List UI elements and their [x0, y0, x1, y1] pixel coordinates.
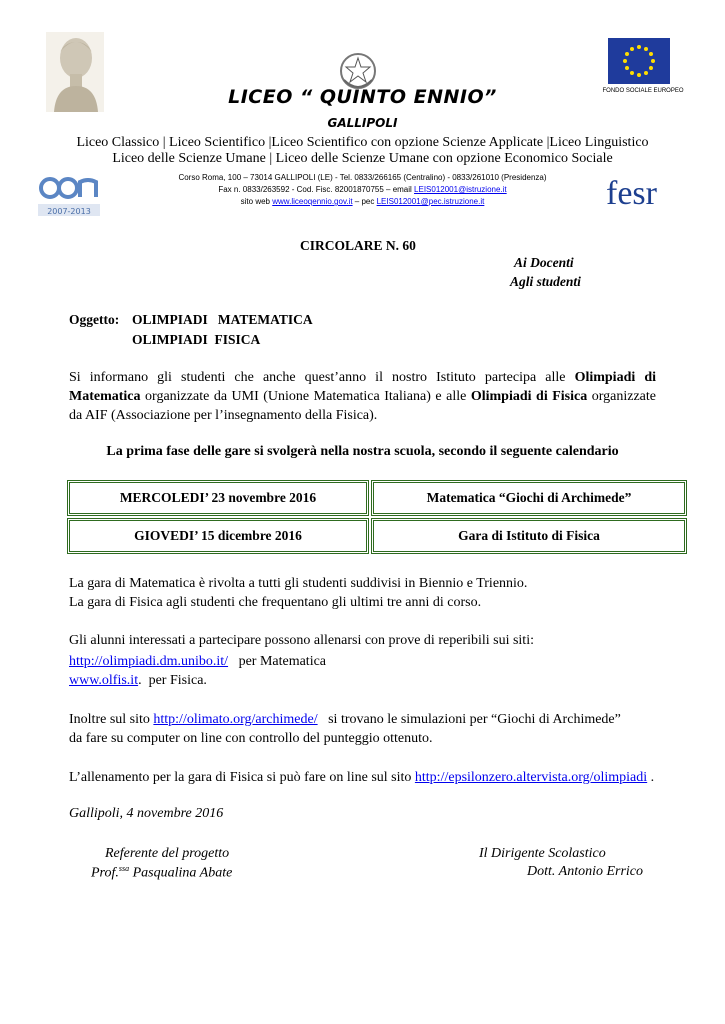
math-link[interactable]: http://olimpiadi.dm.unibo.it/: [69, 654, 229, 669]
math-link-line: [69, 652, 326, 671]
contact-pec-link[interactable]: LEIS012001@pec.istruzione.it: [376, 197, 485, 206]
subject-line-2: OLIMPIADI FISICA: [132, 332, 261, 347]
physics-training-prefix: L’allenamento per la gara di Fisica si può fare on line sul sito: [69, 770, 415, 785]
contact-line-1: Corso Roma, 100 – 73014 GALLIPOLI (LE) - Tel. 0833/266165 (Centralino) - 0833/261010 (Presidenza): [178, 173, 547, 182]
epsilon-link[interactable]: http://epsilonzero.altervista.org/olimpiadi: [414, 770, 648, 785]
physics-training-suffix: .: [647, 770, 655, 785]
physics-link[interactable]: www.olfis.it: [69, 673, 139, 688]
contact-line-2: [0, 185, 725, 194]
contact-pec-label: – pec: [352, 197, 377, 206]
recipient-teachers: Ai Docenti: [514, 255, 574, 270]
training-intro: Gli alunni interessati a partecipare possono allenarsi con prove di reperibili sui siti:: [69, 633, 534, 648]
courses-line-1: Liceo Classico | Liceo Scientifico |Liceo Scientifico con opzione Scienze Applicate |Liceo Linguistico: [76, 135, 649, 150]
recipient-students: Agli studenti: [510, 274, 581, 289]
date-place: Gallipoli, 4 novembre 2016: [69, 806, 224, 821]
fesr-wordmark: fesr: [606, 175, 657, 212]
calendar-date-2: GIOVEDI’ 15 dicembre 2016: [67, 518, 369, 554]
school-city: GALLIPOLI: [327, 116, 398, 130]
calendar-event-2: Gara di Istituto di Fisica: [371, 518, 687, 554]
director-title: Il Dirigente Scolastico: [479, 846, 606, 861]
contact-line-3: [0, 197, 725, 206]
archimede-suffix: si trovano le simulazioni per “Giochi di Archimede”: [317, 712, 621, 727]
pon-years: 2007-2013: [47, 207, 91, 216]
archimede-line: [69, 710, 621, 729]
archimede-link[interactable]: http://olimato.org/archimede/: [153, 712, 318, 727]
director-name: Dott. Antonio Errico: [527, 864, 644, 879]
physics-link-line: [69, 671, 207, 690]
eu-flag-icon: [608, 38, 670, 84]
contact-site-label: sito web: [240, 197, 273, 206]
contact-site-link[interactable]: www.liceoqennio.gov.it: [272, 197, 353, 206]
referent-title: Referente del progetto: [105, 846, 230, 861]
referent-surname: Pasqualina Abate: [129, 865, 233, 881]
subject-label: Oggetto:: [69, 312, 120, 327]
intro-text-e: organizzate da AIF (Associazione per l’insegnamento della Fisica).: [69, 389, 656, 423]
contact-email-link[interactable]: LEIS012001@istruzione.it: [414, 185, 507, 194]
courses-line-2: Liceo delle Scienze Umane | Liceo delle Scienze Umane con opzione Economico Sociale: [112, 151, 613, 166]
intro-math-bold: Olimpiadi di Matematica: [69, 370, 657, 404]
school-name: LICEO “ QUINTO ENNIO”: [228, 86, 497, 108]
contact-fax: Fax n. 0833/263592 - Cod. Fisc. 82001870755 – email: [218, 185, 415, 194]
intro-text-a: Si informano gli studenti che anche quest’anno il nostro Istituto partecipa alle: [69, 370, 575, 385]
physics-link-label: . per Fisica.: [138, 673, 207, 688]
intro-physics-bold: Olimpiadi di Fisica: [470, 389, 588, 404]
archimede-note: da fare su computer on line con controllo del punteggio ottenuto.: [69, 731, 433, 746]
physics-training-line: [69, 768, 654, 787]
referent-prefix: Prof.: [91, 865, 119, 881]
referent-name: [91, 864, 232, 882]
intro-paragraph: [69, 368, 656, 425]
intro-text-c: organizzate da UMI (Unione Matematica Italiana) e alle: [140, 389, 471, 404]
math-eligibility: La gara di Matematica è rivolta a tutti gli studenti suddivisi in Biennio e Triennio.: [69, 576, 528, 591]
physics-eligibility: La gara di Fisica agli studenti che frequentano gli ultimi tre anni di corso.: [69, 595, 482, 610]
eu-caption: FONDO SOCIALE EUROPEO: [602, 88, 684, 94]
calendar-event-1: Matematica “Giochi di Archimede”: [371, 480, 687, 516]
circular-number: CIRCOLARE N. 60: [300, 238, 416, 253]
calendar-heading: La prima fase delle gare si svolgerà nella nostra scuola, secondo il seguente calendario: [106, 444, 619, 459]
math-link-label: per Matematica: [228, 654, 327, 669]
archimede-prefix: Inoltre sul sito: [69, 712, 154, 727]
subject-line-1: OLIMPIADI MATEMATICA: [132, 312, 313, 327]
referent-sup: ssa: [118, 864, 130, 873]
calendar-date-1: MERCOLEDI’ 23 novembre 2016: [67, 480, 369, 516]
